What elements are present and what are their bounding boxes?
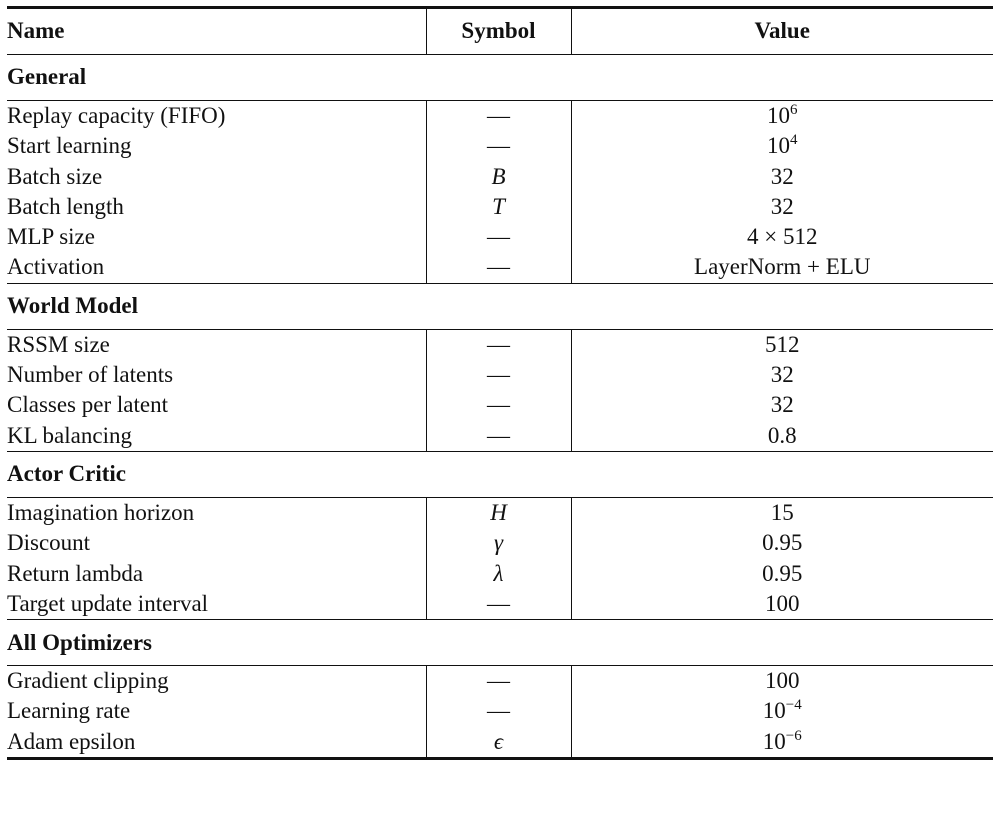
- param-symbol: —: [487, 668, 510, 694]
- param-value: [572, 421, 994, 451]
- param-symbol: —: [487, 422, 510, 448]
- param-name: Batch length: [7, 193, 124, 219]
- param-value-base: 10: [762, 698, 786, 724]
- param-name: Batch size: [7, 163, 103, 189]
- param-symbol: T: [492, 193, 505, 219]
- param-value-base: 0.8: [767, 422, 797, 448]
- param-value-base: 0.95: [762, 530, 803, 556]
- param-value: [572, 696, 994, 726]
- param-value: [572, 192, 994, 222]
- param-value: [572, 330, 994, 360]
- param-value-base: 32: [770, 193, 794, 219]
- values-cell: [571, 101, 993, 284]
- section-header-row: [7, 55, 993, 101]
- param-value-base: 32: [770, 163, 794, 189]
- section-body-row: [7, 101, 993, 284]
- names-cell: [7, 329, 426, 451]
- param-name: Learning rate: [7, 698, 131, 724]
- param-name: Imagination horizon: [7, 499, 195, 525]
- param-name: Return lambda: [7, 560, 144, 586]
- param-name: KL balancing: [7, 422, 132, 448]
- symbols-cell: [426, 101, 571, 284]
- param-value-exponent: −4: [785, 697, 802, 714]
- param-value-base: 100: [765, 590, 800, 616]
- param-symbol: B: [491, 163, 506, 189]
- section-title: General: [7, 55, 993, 101]
- param-symbol: —: [487, 698, 510, 724]
- param-name: Number of latents: [7, 362, 174, 388]
- param-value: [572, 498, 994, 528]
- param-name: Replay capacity (FIFO): [7, 103, 226, 128]
- param-symbol: —: [487, 331, 510, 357]
- param-value: [572, 727, 994, 757]
- section-body-row: [7, 329, 993, 451]
- param-value-base: 512: [765, 331, 800, 357]
- param-name: Discount: [7, 530, 91, 556]
- param-name: RSSM size: [7, 331, 110, 357]
- param-name: Target update interval: [7, 590, 209, 616]
- param-symbol: H: [490, 499, 507, 525]
- values-cell: [571, 497, 993, 619]
- param-value-base: 4 × 512: [747, 224, 818, 250]
- section-title: World Model: [7, 283, 993, 329]
- param-value-exponent: 4: [790, 132, 798, 149]
- param-name: Adam epsilon: [7, 728, 136, 754]
- param-value-base: LayerNorm + ELU: [694, 254, 871, 280]
- param-value-exponent: −6: [785, 727, 802, 744]
- param-value: [572, 222, 994, 252]
- section-title: All Optimizers: [7, 620, 993, 666]
- param-name: Activation: [7, 254, 105, 280]
- param-value-exponent: 6: [790, 102, 798, 118]
- values-cell: [571, 329, 993, 451]
- param-value: [572, 666, 994, 696]
- names-cell: [7, 497, 426, 619]
- param-value: [572, 559, 994, 589]
- header-symbol: Symbol: [426, 8, 571, 55]
- param-value: [572, 131, 994, 161]
- header-value: Value: [571, 8, 993, 55]
- param-value: [572, 101, 994, 131]
- values-cell: [571, 666, 993, 759]
- param-value: [572, 360, 994, 390]
- param-value-base: 15: [770, 499, 794, 525]
- section-title: Actor Critic: [7, 451, 993, 497]
- param-symbol: —: [487, 133, 510, 159]
- header-row: [7, 8, 993, 55]
- param-symbol: γ: [493, 530, 504, 556]
- param-symbol: —: [487, 103, 510, 128]
- param-value-base: 0.95: [762, 560, 803, 586]
- param-name: Start learning: [7, 133, 132, 159]
- param-value: [572, 252, 994, 282]
- param-symbol: —: [487, 590, 510, 616]
- param-value: [572, 390, 994, 420]
- param-symbol: ϵ: [493, 728, 504, 754]
- param-value: [572, 528, 994, 558]
- section-header-row: [7, 283, 993, 329]
- names-cell: [7, 101, 426, 284]
- param-value-base: 10: [767, 103, 790, 128]
- param-value-base: 10: [767, 133, 790, 159]
- param-value-base: 32: [770, 362, 794, 388]
- symbols-cell: [426, 329, 571, 451]
- param-value: [572, 162, 994, 192]
- names-cell: [7, 666, 426, 759]
- table-body: [7, 55, 993, 759]
- param-value: [572, 589, 994, 619]
- header-name: Name: [7, 8, 426, 55]
- param-value-base: 10: [762, 728, 786, 754]
- param-name: Classes per latent: [7, 392, 168, 418]
- symbols-cell: [426, 497, 571, 619]
- param-name: Gradient clipping: [7, 668, 169, 694]
- section-header-row: [7, 620, 993, 666]
- symbols-cell: [426, 666, 571, 759]
- param-value-base: 32: [770, 392, 794, 418]
- section-body-row: [7, 497, 993, 619]
- param-symbol: λ: [493, 560, 504, 586]
- param-value-base: 100: [765, 668, 800, 694]
- param-symbol: —: [487, 224, 510, 250]
- param-symbol: —: [487, 392, 510, 418]
- section-body-row: [7, 666, 993, 759]
- section-header-row: [7, 451, 993, 497]
- hyperparameter-table: [7, 6, 993, 760]
- param-name: MLP size: [7, 224, 95, 250]
- param-symbol: —: [487, 362, 510, 388]
- param-symbol: —: [487, 254, 510, 280]
